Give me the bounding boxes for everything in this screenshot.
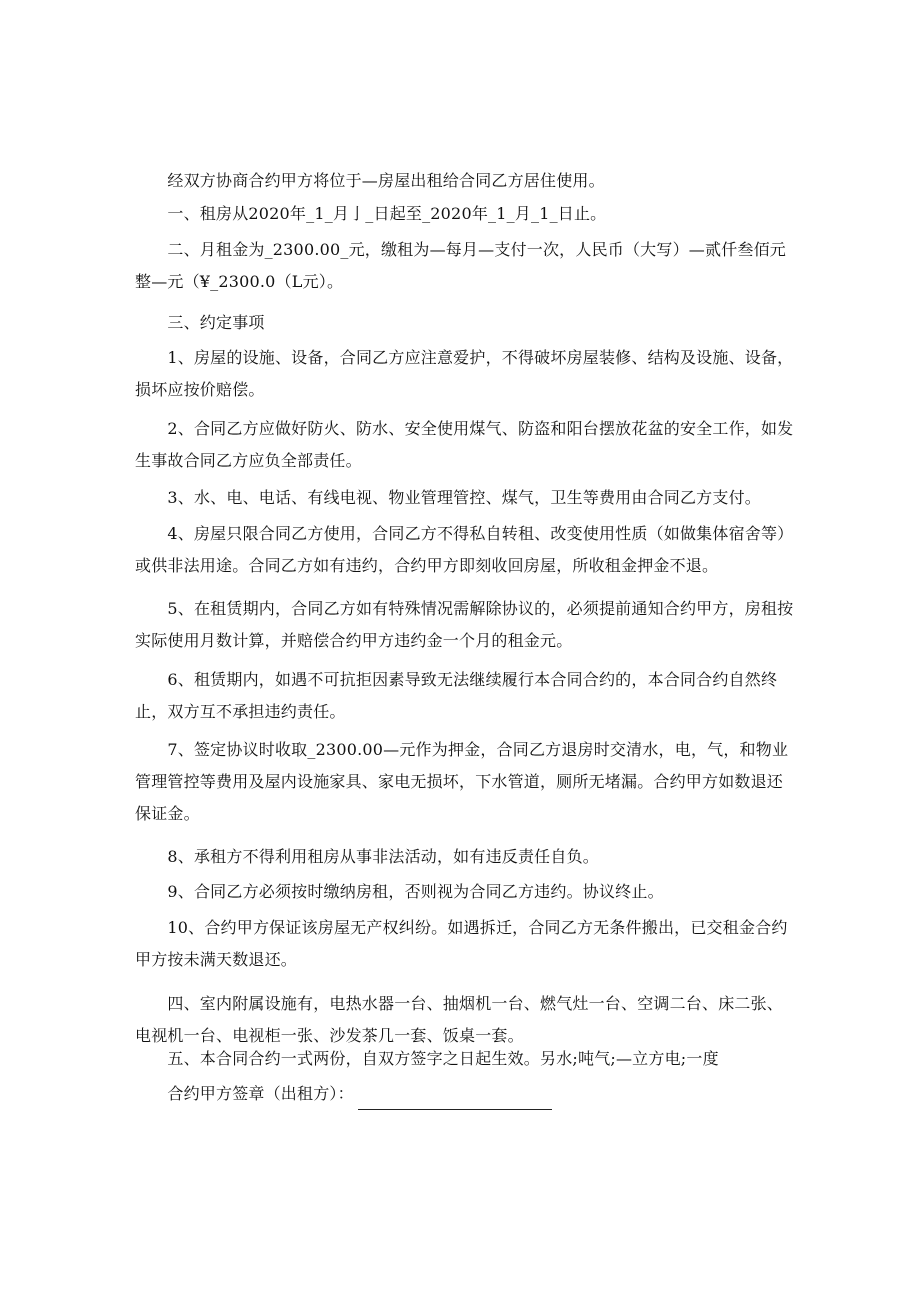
clause-10: 10、合约甲方保证该房屋无产权纠纷。如遇拆迁，合同乙方无条件搬出，已交租金合约甲方按未满天数退还。 <box>135 918 788 969</box>
facilities-paragraph: 四、室内附属设施有，电热水器一台、抽烟机一台、燃气灶一台、空调二台、床二张、电视机一台、电视柜一张、沙发茶几一套、饭桌一套。 <box>135 994 784 1045</box>
clause-4: 4、房屋只限合同乙方使用，合同乙方不得私自转租、改变使用性质（如做集体宿舍等）或供非法用途。合同乙方如有违约，合约甲方即刻收回房屋，所收租金押金不退。 <box>135 524 794 575</box>
signature-blank-line[interactable] <box>358 1089 552 1110</box>
clause-8: 8、承租方不得利用租房从事非法活动，如有违反责任自负。 <box>135 847 599 866</box>
rental-period-paragraph: 一、租房从2020年_1_月亅_日起至_2020年_1_月_1_日止。 <box>135 204 607 223</box>
agreed-matters-heading: 三、约定事项 <box>135 313 265 332</box>
clause-3: 3、水、电、电话、有线电视、物业管理管控、煤气，卫生等费用由合同乙方支付。 <box>135 488 761 507</box>
signature-label: 合约甲方签章（出租方）： <box>135 1084 354 1103</box>
clause-2: 2、合同乙方应做好防火、防水、安全使用煤气、防盗和阳台摆放花盆的安全工作，如发生事故合同乙方应负全部责任。 <box>135 419 794 470</box>
clause-5: 5、在租赁期内，合同乙方如有特殊情况需解除协议的，必须提前通知合约甲方，房租按实际使用月数计算，并赔偿合约甲方违约金一个月的租金元。 <box>135 599 794 650</box>
clause-9: 9、合同乙方必须按时缴纳房租，否则视为合同乙方违约。协议终止。 <box>135 882 664 901</box>
clause-7: 7、签定协议时收取_2300.00—元作为押金，合同乙方退房时交清水，电，气，和物业管理管控等费用及屋内设施家具、家电无损坏，下水管道，厕所无堵漏。合约甲方如数退还保证金。 <box>135 740 789 823</box>
clause-1: 1、房屋的设施、设备，合同乙方应注意爱护，不得破坏房屋装修、结构及设施、设备，损坏应按价赔偿。 <box>135 348 794 399</box>
validity-paragraph: 五、本合同合约一式两份，自双方签字之日起生效。另水;吨气;—立方电;一度 <box>135 1049 719 1068</box>
clause-6: 6、租赁期内，如遇不可抗拒因素导致无法继续履行本合同合约的，本合同合约自然终止，双方互不承担违约责任。 <box>135 670 778 721</box>
intro-paragraph: 经双方协商合约甲方将位于—房屋出租给合同乙方居住使用。 <box>135 171 605 190</box>
signature-row <box>135 1078 795 1110</box>
rent-amount-paragraph: 二、月租金为_2300.00_元，缴租为—每月—支付一次，人民币（大写）—贰仟叁佰元整—元（¥_2300.0（L元）。 <box>135 240 786 291</box>
